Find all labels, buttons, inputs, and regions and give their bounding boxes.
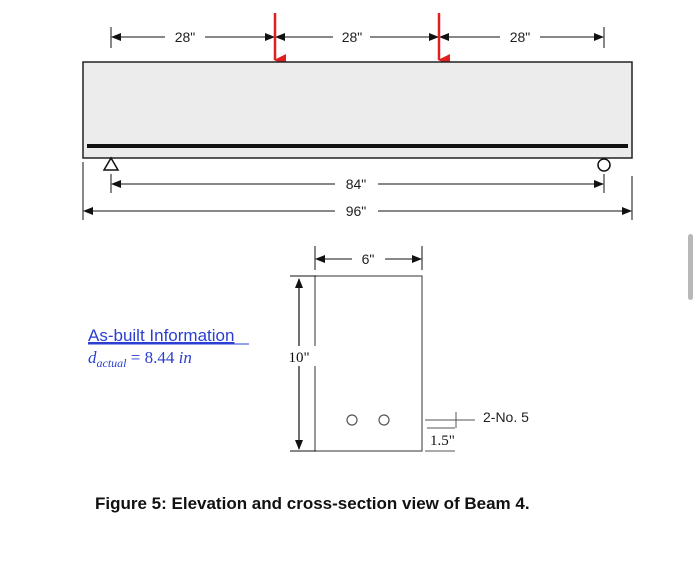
cross-section: [283, 246, 529, 451]
section-outline: [315, 276, 422, 451]
segment-label-3: 28": [509, 29, 531, 45]
as-built-note: [88, 326, 249, 370]
inner-span-label: 84": [345, 176, 367, 192]
supports: [104, 158, 610, 171]
segment-label-2: 28": [341, 29, 363, 45]
roller-support-icon: [598, 159, 610, 171]
section-height-label: 10": [288, 350, 310, 366]
note-formula: $d_{actual} = 8.44$ in: [88, 348, 192, 370]
top-dimension: [111, 27, 604, 48]
inner-span-dimension: [111, 174, 604, 193]
section-width-label: 6": [361, 251, 375, 267]
beam-body: [83, 62, 632, 158]
total-length-label: 96": [345, 203, 367, 219]
pin-support-icon: [104, 158, 118, 170]
vertical-scrollbar[interactable]: [688, 234, 693, 300]
beam-elevation: [83, 62, 632, 158]
rebar-right-icon: [379, 415, 389, 425]
note-title: As-built Information: [88, 326, 235, 345]
figure-caption: Figure 5: Elevation and cross-section view of Beam 4.: [95, 494, 530, 513]
bar-callout-label: 2-No. 5: [483, 409, 529, 425]
cover-label: 1.5": [430, 433, 455, 449]
segment-label-1: 28": [174, 29, 196, 45]
rebar-left-icon: [347, 415, 357, 425]
